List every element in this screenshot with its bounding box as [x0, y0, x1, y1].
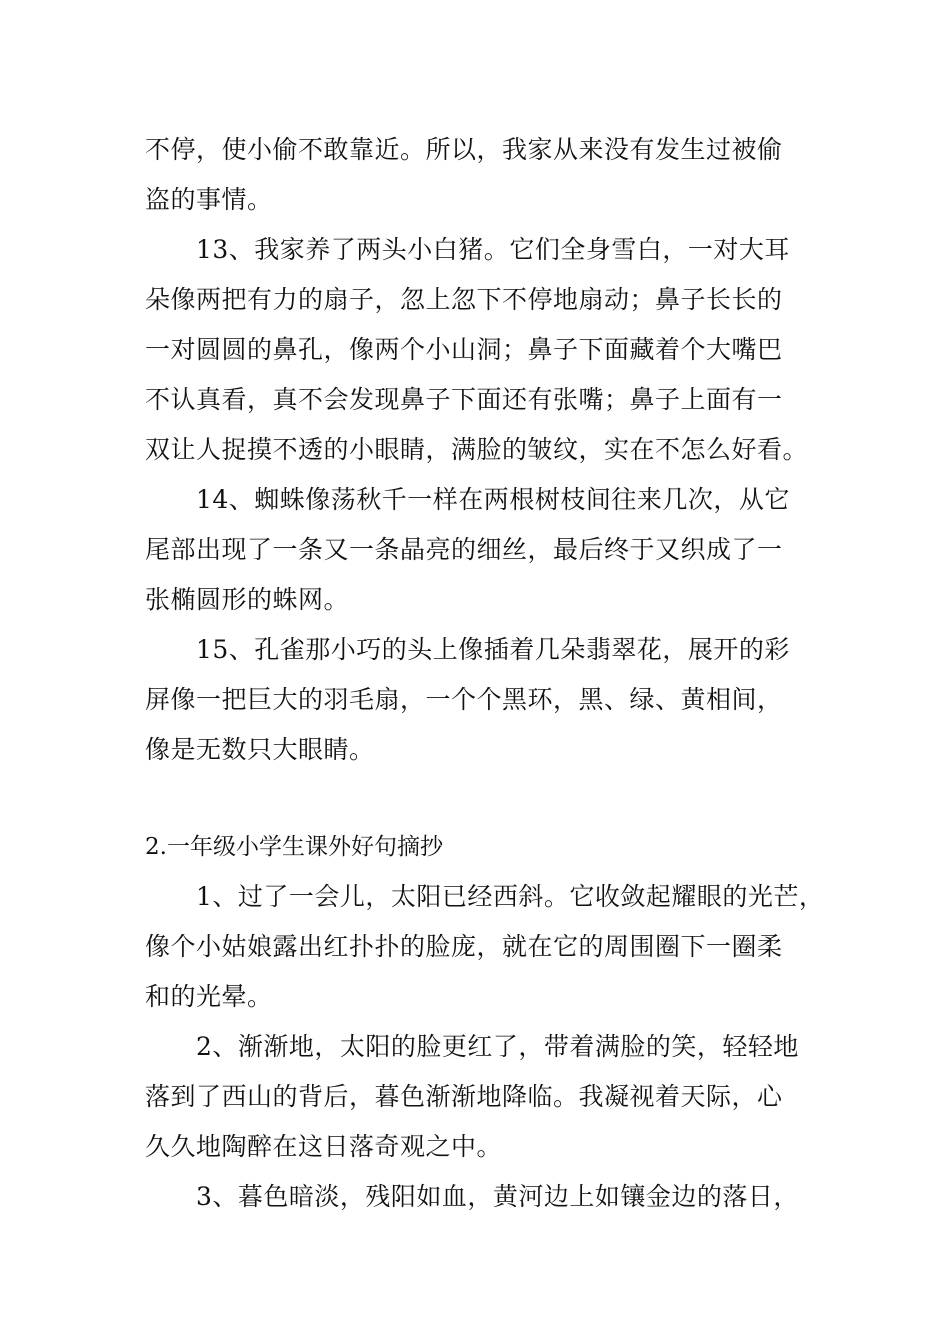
text-line: 落到了西山的背后，暮色渐渐地降临。我凝视着天际，心	[145, 1082, 783, 1111]
section-heading: 2.一年级小学生课外好句摘抄	[145, 834, 443, 860]
text-line: 像个小姑娘露出红扑扑的脸庞，就在它的周围圈下一圈柔	[145, 932, 783, 961]
text-line: 15、孔雀那小巧的头上像插着几朵翡翠花，展开的彩	[196, 635, 790, 664]
text-line: 朵像两把有力的扇子，忽上忽下不停地扇动；鼻子长长的	[145, 285, 783, 314]
text-line: 不停，使小偷不敢靠近。所以，我家从来没有发生过被偷	[145, 135, 783, 164]
text-line: 双让人捉摸不透的小眼睛，满脸的皱纹，实在不怎么好看。	[145, 435, 809, 464]
text-line: 13、我家养了两头小白猪。它们全身雪白，一对大耳	[196, 235, 790, 264]
text-line: 和的光晕。	[145, 982, 273, 1011]
text-line: 2、渐渐地，太阳的脸更红了，带着满脸的笑，轻轻地	[196, 1032, 799, 1061]
text-line: 久久地陶醉在这日落奇观之中。	[145, 1132, 503, 1161]
text-line: 屏像一把巨大的羽毛扇，一个个黑环，黑、绿、黄相间，	[145, 685, 783, 714]
text-line: 一对圆圆的鼻孔，像两个小山洞；鼻子下面藏着个大嘴巴	[145, 335, 783, 364]
text-line: 尾部出现了一条又一条晶亮的细丝，最后终于又织成了一	[145, 535, 783, 564]
text-line: 1、过了一会儿，太阳已经西斜。它收敛起耀眼的光芒，	[196, 882, 825, 911]
text-line: 14、蜘蛛像荡秋千一样在两根树枝间往来几次，从它	[196, 485, 790, 514]
text-line: 像是无数只大眼睛。	[145, 735, 375, 764]
text-line: 不认真看，真不会发现鼻子下面还有张嘴；鼻子上面有一	[145, 385, 783, 414]
text-line: 3、暮色暗淡，残阳如血，黄河边上如镶金边的落日，	[196, 1182, 799, 1211]
text-line: 盗的事情。	[145, 185, 273, 214]
text-line: 张椭圆形的蛛网。	[145, 585, 350, 614]
